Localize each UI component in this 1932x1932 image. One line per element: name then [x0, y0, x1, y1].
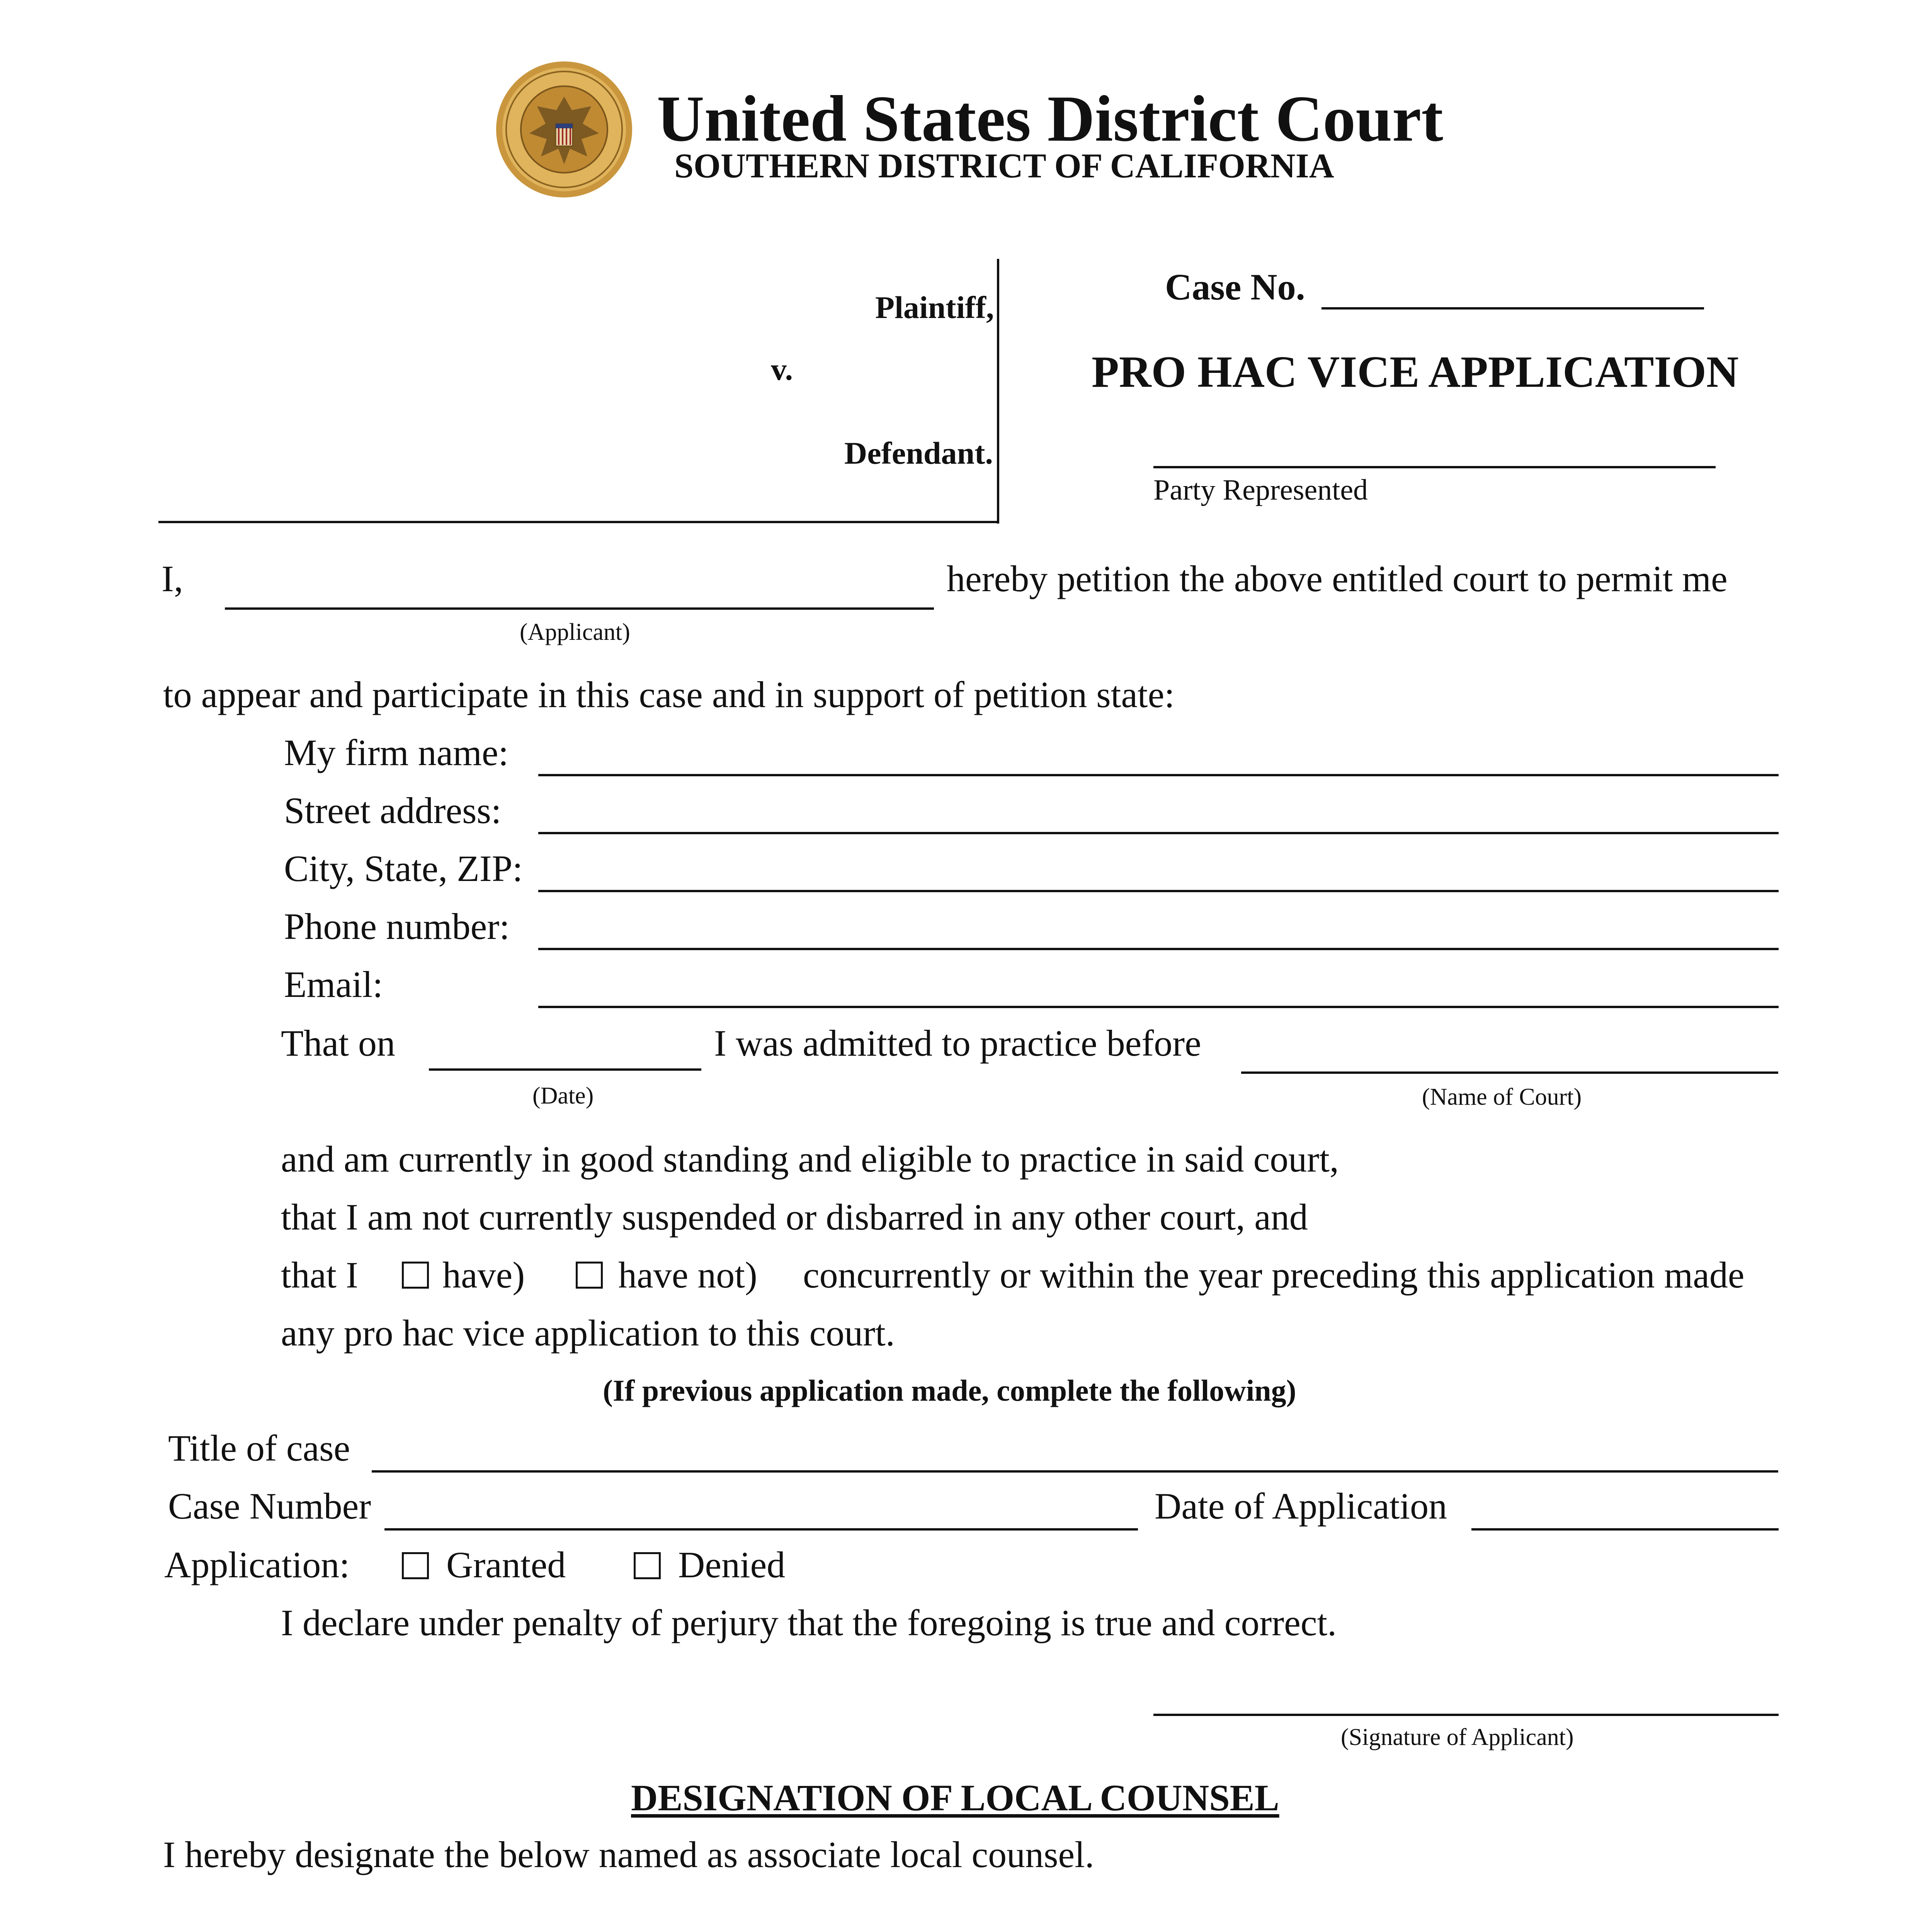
granted-checkbox[interactable]	[402, 1552, 429, 1579]
case-no-field[interactable]	[1321, 307, 1704, 310]
local-counsel-heading: DESIGNATION OF LOCAL COUNSEL	[631, 1777, 1279, 1818]
street-address-field[interactable]	[538, 832, 1779, 834]
email-field[interactable]	[538, 1006, 1779, 1008]
applicant-name-field[interactable]	[225, 607, 934, 610]
caption-divider	[997, 259, 999, 524]
appear-text: to appear and participate in this case and in support of petition state:	[163, 674, 1175, 715]
denied-checkbox[interactable]	[634, 1552, 661, 1579]
if-previous-note: (If previous application made, complete the following)	[603, 1374, 1296, 1407]
admission-date-field[interactable]	[429, 1068, 701, 1071]
party-represented-caption: Party Represented	[1153, 474, 1368, 506]
that-on-label: That on	[281, 1022, 395, 1064]
court-seal-icon	[495, 60, 634, 199]
case-number-label: Case Number	[168, 1485, 371, 1527]
have-not-label: have not)	[618, 1254, 757, 1296]
case-no-label: Case No.	[1165, 266, 1305, 308]
denied-label: Denied	[678, 1544, 786, 1585]
city-state-zip-label: City, State, ZIP:	[284, 848, 523, 889]
date-of-application-label: Date of Application	[1155, 1485, 1447, 1527]
that-i-label: that I	[281, 1254, 358, 1296]
party-represented-field[interactable]	[1153, 466, 1716, 468]
title-of-case-label: Title of case	[168, 1427, 350, 1469]
admitted-text: I was admitted to practice before	[714, 1022, 1201, 1064]
date-of-application-field[interactable]	[1471, 1528, 1779, 1531]
granted-label: Granted	[446, 1544, 566, 1585]
i-label: I,	[162, 558, 183, 599]
have-checkbox[interactable]	[402, 1262, 429, 1289]
case-number-field[interactable]	[384, 1528, 1138, 1531]
designate-text: I hereby designate the below named as associate local counsel.	[163, 1834, 1094, 1875]
court-name: United States District Court	[657, 82, 1443, 155]
date-caption: (Date)	[532, 1083, 594, 1109]
plaintiff-label: Plaintiff,	[875, 290, 994, 325]
district-name: SOUTHERN DISTRICT OF CALIFORNIA	[674, 147, 1334, 185]
applicant-caption: (Applicant)	[520, 619, 630, 645]
form-title: PRO HAC VICE APPLICATION	[1092, 347, 1739, 397]
have-label: have)	[442, 1254, 525, 1296]
applicant-signature-caption: (Signature of Applicant)	[1341, 1724, 1574, 1750]
application-label: Application:	[164, 1544, 350, 1585]
street-address-label: Street address:	[284, 790, 502, 831]
title-of-case-field[interactable]	[372, 1470, 1778, 1473]
any-pro-hac-text: any pro hac vice application to this court.	[281, 1312, 895, 1354]
email-label: Email:	[284, 964, 383, 1005]
phone-number-field[interactable]	[538, 948, 1779, 950]
defendant-label: Defendant.	[844, 435, 993, 471]
have-not-checkbox[interactable]	[576, 1262, 603, 1289]
city-state-zip-field[interactable]	[538, 890, 1779, 892]
phone-number-label: Phone number:	[284, 906, 510, 947]
court-name-field[interactable]	[1241, 1071, 1778, 1074]
versus-label: v.	[771, 352, 793, 387]
applicant-signature-field[interactable]	[1153, 1714, 1779, 1716]
firm-name-field[interactable]	[538, 774, 1779, 776]
standing-text: and am currently in good standing and eligible to practice in said court,	[281, 1138, 1339, 1180]
caption-bottom-rule	[158, 521, 999, 523]
suspended-text: that I am not currently suspended or disbarred in any other court, and	[281, 1196, 1308, 1238]
declare-text: I declare under penalty of perjury that the foregoing is true and correct.	[281, 1602, 1337, 1643]
concurrently-text: concurrently or within the year preceding this application made	[803, 1254, 1745, 1296]
court-caption: (Name of Court)	[1422, 1084, 1582, 1110]
petition-text: hereby petition the above entitled court to permit me	[947, 558, 1728, 599]
firm-name-label: My firm name:	[284, 732, 509, 773]
